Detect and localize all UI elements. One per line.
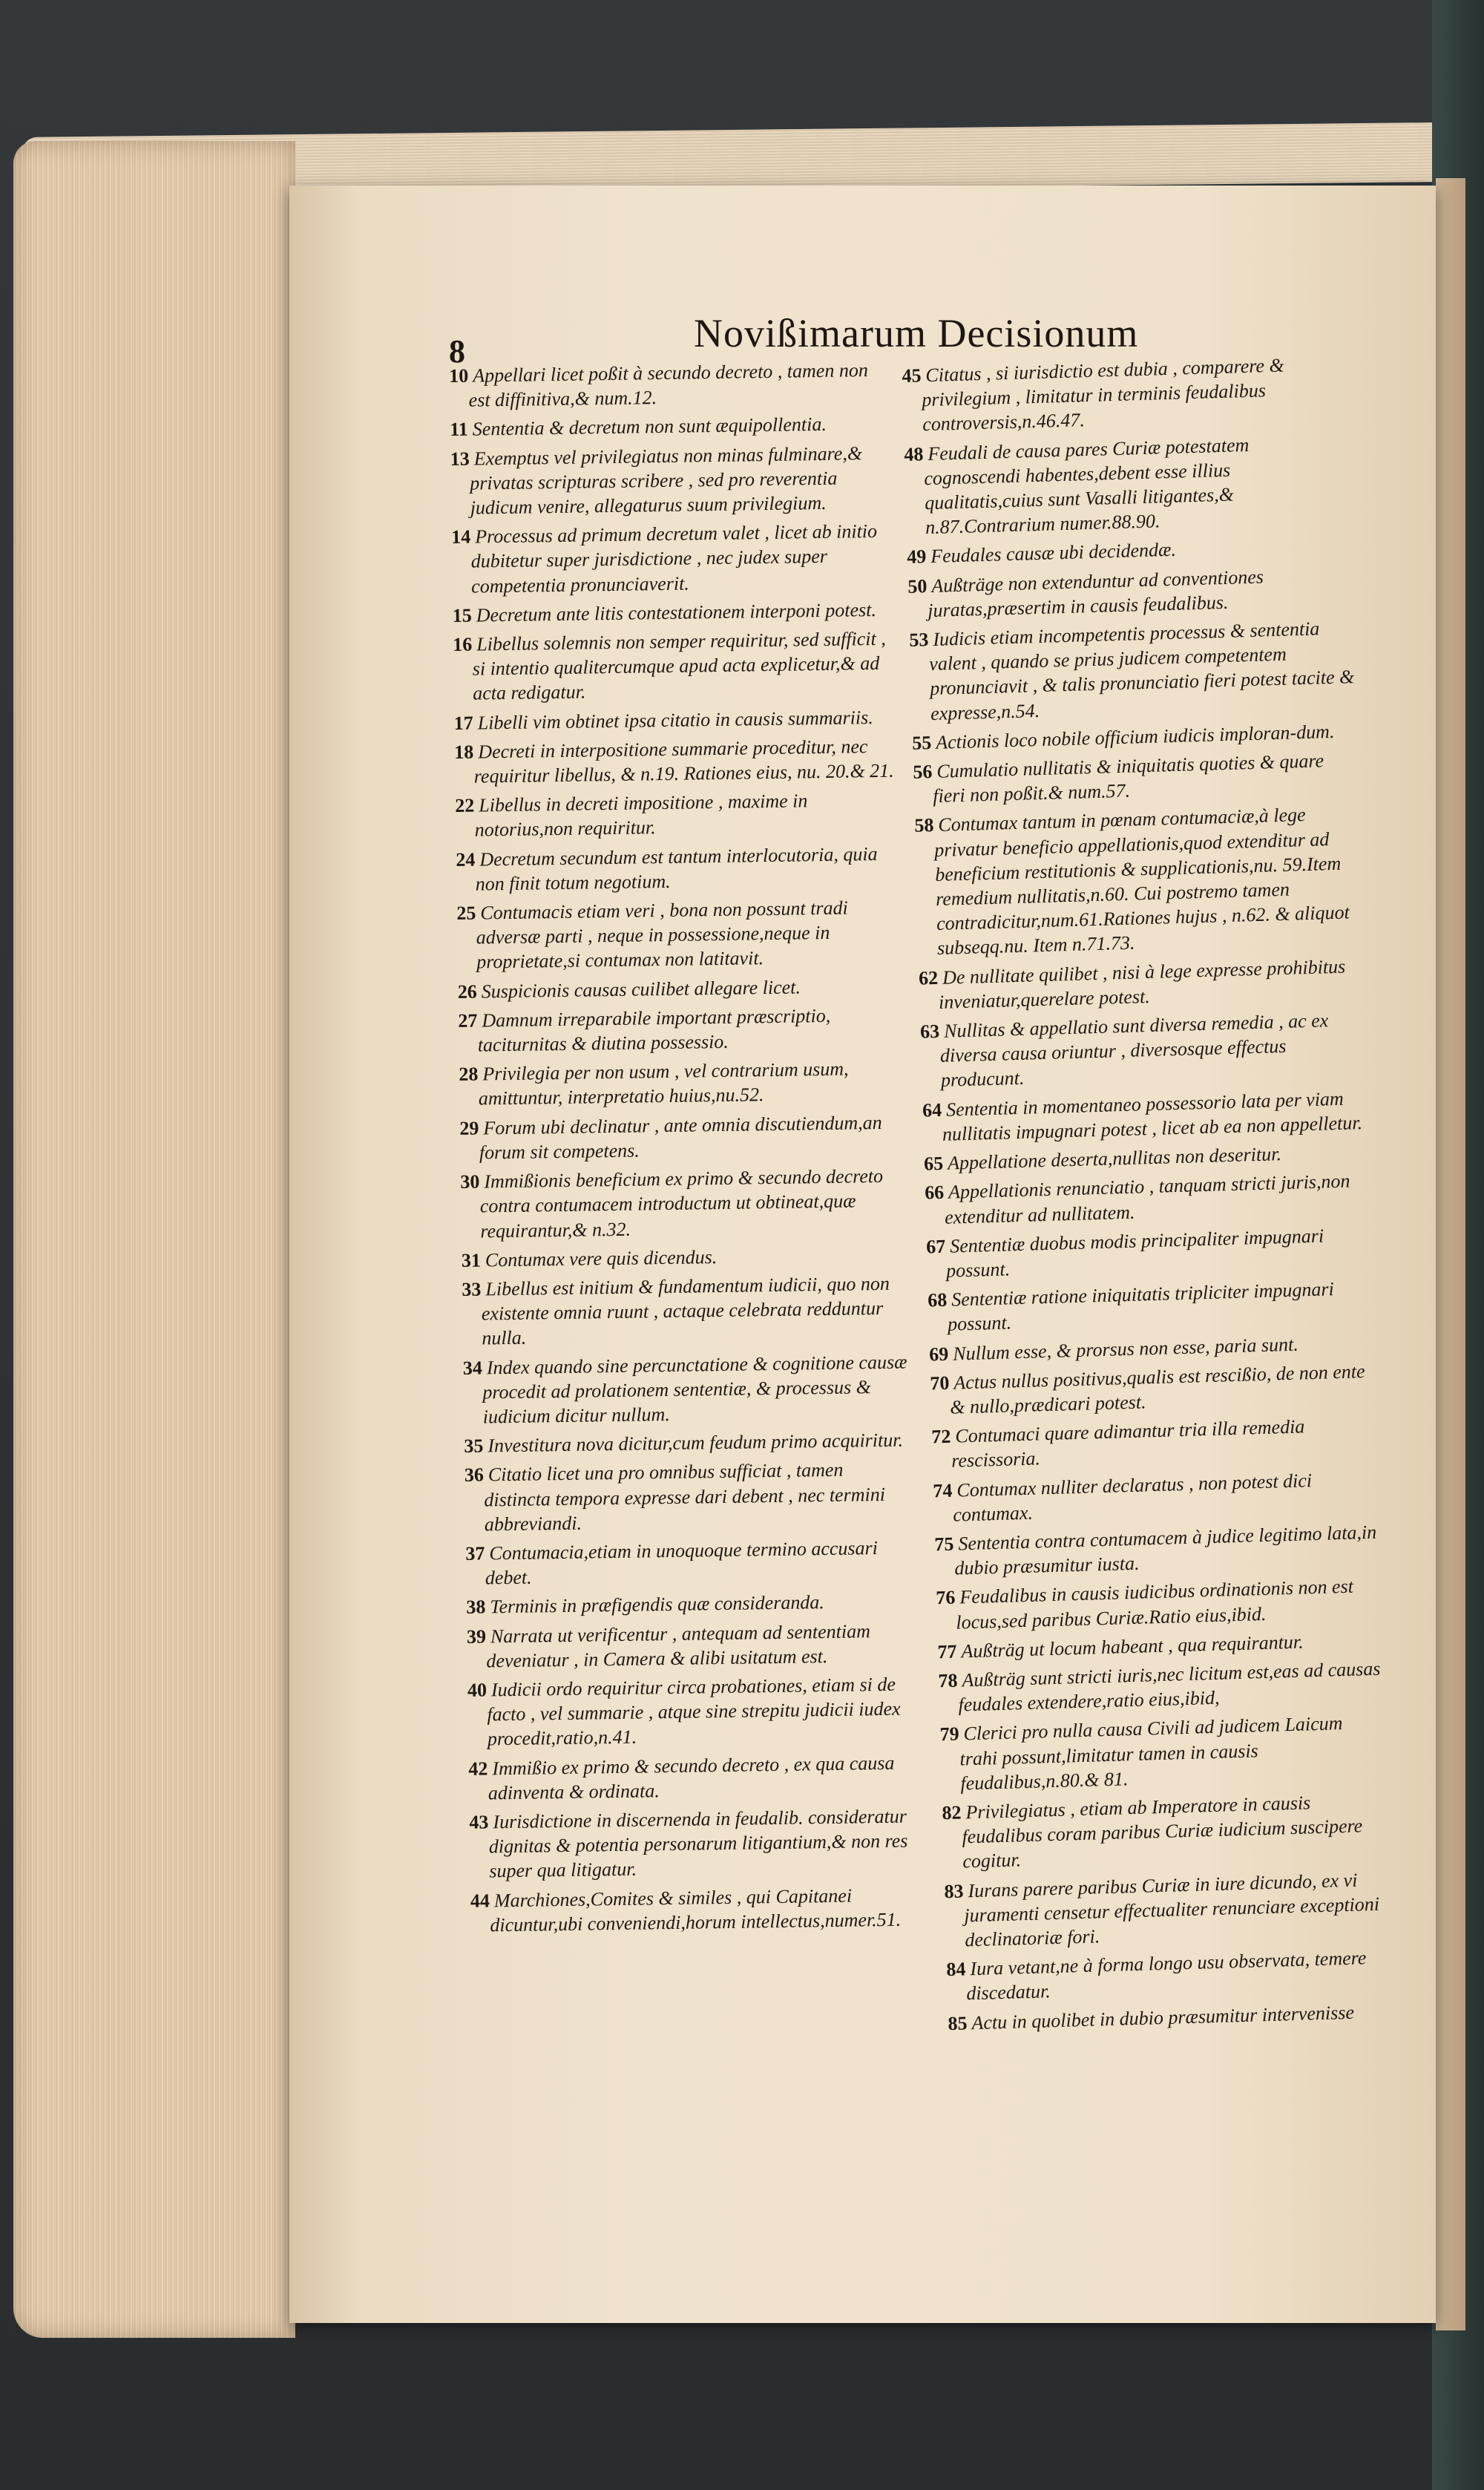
entry-number: 13 bbox=[450, 448, 470, 470]
entry-number: 56 bbox=[912, 761, 933, 783]
entry-text: Cumulatio nullitatis & iniquitatis quoties & quare fieri non poßit.& num.57. bbox=[932, 750, 1324, 807]
entry-number: 74 bbox=[933, 1479, 953, 1501]
index-entry bbox=[465, 1535, 911, 1590]
entry-text: Processus ad primum decretum valet , licet ab initio dubitetur super jurisdictione , nec judex super competentia pronunciaverit. bbox=[470, 520, 878, 597]
index-entry bbox=[454, 733, 900, 789]
index-entry bbox=[933, 1466, 1379, 1527]
entry-text: Sententiæ ratione iniquitatis tripliciter impugnari possunt. bbox=[947, 1278, 1335, 1336]
index-entry bbox=[922, 1086, 1369, 1147]
entry-number: 39 bbox=[466, 1625, 487, 1648]
entry-number: 37 bbox=[465, 1542, 485, 1565]
index-entry bbox=[458, 1002, 904, 1058]
entry-number: 17 bbox=[453, 712, 473, 734]
entry-text: Feudales causæ ubi decidendæ. bbox=[930, 539, 1177, 568]
entry-text: Sententiæ duobus modis principaliter impugnari possunt. bbox=[945, 1225, 1324, 1282]
index-entry bbox=[944, 1867, 1391, 1953]
index-column-left bbox=[449, 358, 916, 1942]
entry-text: Contumax vere quis dicendus. bbox=[485, 1245, 718, 1271]
entry-number: 82 bbox=[942, 1801, 962, 1824]
index-entry bbox=[453, 597, 898, 628]
index-entry bbox=[456, 895, 902, 975]
index-entry bbox=[469, 1803, 915, 1884]
entry-text: Libellus solemnis non semper requiritur, sed sufficit , si intentio qualitercumque apud acta explicetur,& ad acta redigatur. bbox=[472, 627, 886, 705]
entry-text: Immißio ex primo & secundo decreto , ex qua causa adinventa & ordinata. bbox=[487, 1752, 895, 1804]
index-entry bbox=[468, 1750, 914, 1806]
entry-text: Suspicionis causas cuilibet allegare licet. bbox=[481, 976, 801, 1003]
entry-text: Damnum irreparabile important præscriptio, taciturnitas & diutina possessio. bbox=[477, 1004, 831, 1056]
facing-page-edge bbox=[1436, 178, 1465, 2330]
entry-text: Feudalibus in causis iudicibus ordinationis non est locus,sed paribus Curiæ.Ratio eius,ibid. bbox=[955, 1575, 1354, 1634]
entry-text: Narrata ut verificentur , antequam ad sententiam deveniatur , in Camera & alibi usitatum est. bbox=[486, 1619, 871, 1672]
page-number: 8 bbox=[449, 333, 465, 370]
index-entry bbox=[920, 1007, 1368, 1093]
entry-text: Außträg ut locum habeant , qua requirantur. bbox=[961, 1631, 1304, 1662]
entry-number: 24 bbox=[456, 848, 476, 871]
entry-number: 14 bbox=[451, 525, 471, 548]
entry-number: 68 bbox=[927, 1288, 948, 1311]
entry-text: Sententia in momentaneo possessorio lata per viam nullitatis impugnari potest , licet ab ea non appelletur. bbox=[942, 1087, 1363, 1145]
index-entry bbox=[463, 1349, 909, 1429]
entry-number: 78 bbox=[938, 1669, 958, 1692]
index-entry bbox=[936, 1573, 1382, 1635]
index-entry bbox=[946, 1945, 1393, 2007]
entry-number: 72 bbox=[930, 1425, 951, 1448]
entry-text: Terminis in præfigendis quæ consideranda. bbox=[490, 1591, 825, 1618]
entry-number: 77 bbox=[937, 1640, 957, 1663]
index-entry bbox=[460, 1164, 906, 1244]
entry-number: 55 bbox=[911, 731, 932, 754]
entry-number: 49 bbox=[906, 545, 927, 569]
entry-number: 48 bbox=[904, 442, 924, 465]
entry-text: Appellari licet poßit à secundo decreto , tamen non est diffinitiva,& num.12. bbox=[468, 359, 869, 411]
index-entry bbox=[459, 1056, 904, 1112]
entry-number: 27 bbox=[458, 1009, 478, 1032]
entry-text: Libellus est initium & fundamentum iudicii, quo non existente omnia ruunt , actaque celebrata redduntur nulla. bbox=[481, 1272, 890, 1349]
index-entry bbox=[904, 430, 1351, 541]
index-entry bbox=[451, 519, 897, 599]
entry-text: Appellationis renunciatio , tanquam stricti juris,non extenditur ad nullitatem. bbox=[944, 1170, 1350, 1228]
entry-text: Privilegiatus , etiam ab Imperatore in causis feudalibus coram paribus Curiæ iudicium suscipere cogitur. bbox=[962, 1792, 1363, 1873]
index-column-right bbox=[902, 351, 1393, 2040]
index-entry bbox=[914, 801, 1363, 961]
entry-text: Iurans parere paribus Curiæ in iure dicundo, ex vi juramenti censetur effectualiter renunciare exceptioni declinatoriæ fori. bbox=[964, 1869, 1380, 1951]
entry-number: 38 bbox=[466, 1596, 486, 1619]
index-entry bbox=[470, 1882, 916, 1938]
entry-number: 70 bbox=[929, 1372, 950, 1395]
index-entry bbox=[931, 1412, 1378, 1474]
entry-text: Decretum ante litis contestationem interponi potest. bbox=[476, 598, 877, 626]
index-entry bbox=[909, 615, 1356, 727]
entry-number: 66 bbox=[924, 1182, 945, 1204]
entry-number: 30 bbox=[460, 1170, 480, 1193]
index-entry bbox=[462, 1242, 907, 1273]
index-entry bbox=[925, 1168, 1371, 1230]
index-entry bbox=[464, 1457, 910, 1537]
entry-number: 64 bbox=[922, 1098, 942, 1121]
entry-number: 45 bbox=[902, 364, 922, 387]
entry-number: 29 bbox=[459, 1117, 479, 1139]
entry-number: 16 bbox=[453, 633, 473, 655]
entry-text: Index quando sine percunctatione & cognitione causæ procedit ad prolationem sententiæ, & processus & iudicium dicitur nullum. bbox=[482, 1351, 907, 1428]
entry-text: Marchiones,Comites & similes , qui Capitanei dicuntur,ubi conveniendi,horum intellectus,numer.51. bbox=[490, 1884, 902, 1936]
entry-text: Citatio licet una pro omnibus sufficiat , tamen distincta tempora expresse dari debent , nec termini abbreviandi. bbox=[484, 1459, 886, 1536]
index-entry bbox=[928, 1276, 1374, 1337]
index-entry bbox=[458, 973, 903, 1004]
index-entry bbox=[449, 358, 895, 413]
entry-number: 10 bbox=[449, 364, 469, 387]
entry-number: 34 bbox=[462, 1357, 483, 1379]
entry-text: Decretum secundum est tantum interlocutoria, quia non finit totum negotium. bbox=[475, 842, 878, 895]
entry-number: 69 bbox=[928, 1343, 949, 1365]
entry-text: Libelli vim obtinet ipsa citatio in causis summariis. bbox=[477, 706, 873, 734]
running-title: Novißimarum Decisionum bbox=[694, 311, 1139, 356]
entry-number: 84 bbox=[946, 1958, 966, 1981]
index-entry bbox=[942, 1788, 1389, 1874]
index-entry bbox=[450, 440, 896, 520]
entry-text: Libellus in decreti impositione , maxime in notorius,non requiritur. bbox=[474, 790, 808, 842]
book-fore-edge-pages bbox=[13, 141, 295, 2338]
entry-number: 11 bbox=[450, 419, 469, 441]
index-entry bbox=[930, 1358, 1376, 1420]
entry-text: Immißionis beneficium ex primo & secundo decreto contra contumacem introductum ut obtineat,quæ requirantur,& n.32. bbox=[479, 1165, 884, 1242]
entry-number: 85 bbox=[948, 2012, 968, 2034]
entry-text: Exemptus vel privilegiatus non minas fulminare,& privatas scripturas scribere , sed pro reverentia judicum venire, allegaturus suum privilegium. bbox=[470, 442, 863, 519]
entry-text: Clerici pro nulla causa Civili ad judicem Laicum trahi possunt,limitatur tamen in causis feudalibus,n.80.& 81. bbox=[959, 1712, 1343, 1795]
entry-text: Sententia & decretum non sunt æquipollentia. bbox=[472, 413, 827, 440]
index-entry bbox=[907, 562, 1354, 623]
entry-number: 75 bbox=[934, 1533, 954, 1556]
entry-number: 18 bbox=[454, 741, 474, 763]
index-entry bbox=[464, 1428, 909, 1459]
entry-number: 83 bbox=[944, 1880, 964, 1902]
index-entry bbox=[456, 841, 902, 897]
entry-text: Privilegia per non usum , vel contrarium usum, amittuntur, interpretatio huius,nu.52. bbox=[478, 1058, 849, 1110]
index-entry bbox=[926, 1222, 1373, 1283]
index-entry bbox=[467, 1618, 913, 1674]
entry-text: Außträg sunt stricti iuris,nec licitum est,eas ad causas feudales extendere,ratio eius,ibid, bbox=[958, 1657, 1381, 1716]
entry-number: 76 bbox=[936, 1586, 956, 1609]
index-entry bbox=[454, 704, 899, 735]
entry-text: De nullitate quilibet , nisi à lege expresse prohibitus inveniatur,querelare potest. bbox=[938, 955, 1346, 1013]
entry-number: 26 bbox=[457, 980, 478, 1003]
index-entry bbox=[934, 1520, 1381, 1582]
entry-text: Nullum esse, & prorsus non esse, paria sunt. bbox=[952, 1333, 1299, 1365]
entry-text: Außträge non extenduntur ad conventiones juratas,præsertim in causis feudalibus. bbox=[927, 566, 1264, 621]
entry-text: Forum ubi declinatur , ante omnia discutiendum,an forum sit competens. bbox=[479, 1111, 882, 1164]
entry-number: 15 bbox=[452, 604, 472, 626]
index-entry bbox=[455, 787, 901, 843]
index-entry bbox=[913, 747, 1359, 809]
index-entry bbox=[466, 1589, 911, 1620]
entry-text: Contumaci quare adimantur tria illa remedia rescissoria. bbox=[951, 1415, 1305, 1472]
index-entry bbox=[462, 1271, 907, 1351]
entry-number: 65 bbox=[923, 1152, 944, 1175]
entry-number: 28 bbox=[459, 1063, 479, 1086]
entry-text: Contumacia,etiam in unoquoque termino accusari debet. bbox=[485, 1537, 879, 1589]
entry-text: Decreti in interpositione summarie proceditur, nec requiritur libellus, & n.19. Rationes eius, nu. 20.& 21. bbox=[473, 735, 894, 787]
entry-number: 67 bbox=[925, 1235, 946, 1258]
entry-number: 50 bbox=[907, 574, 928, 597]
index-entry bbox=[939, 1710, 1387, 1796]
entry-number: 44 bbox=[470, 1890, 490, 1912]
entry-number: 25 bbox=[456, 902, 476, 924]
index-entry bbox=[902, 351, 1349, 437]
index-entry bbox=[459, 1110, 905, 1165]
entry-text: Actus nullus positivus,qualis est rescißio, de non ente & nullo,prædicari potest. bbox=[949, 1360, 1365, 1418]
entry-text: Iura vetant,ne à forma longo usu observata, temere discedatur. bbox=[965, 1947, 1367, 2005]
entry-number: 53 bbox=[908, 629, 929, 651]
entry-text: Iurisdictione in discernenda in feudalib. consideratur dignitas & potentia personarum litigantium,& non res super qua litigatur. bbox=[488, 1805, 908, 1882]
entry-number: 42 bbox=[468, 1757, 488, 1780]
index-entry bbox=[467, 1671, 913, 1752]
entry-number: 40 bbox=[467, 1679, 487, 1701]
entry-number: 35 bbox=[464, 1435, 484, 1457]
entry-text: Feudali de causa pares Curiæ potestatem cognoscendi habentes,debent esse illius qualitatis,cuius sunt Vasalli litigantes,& n.87.Contrarium numer.88.90. bbox=[923, 433, 1250, 539]
entry-number: 31 bbox=[461, 1249, 482, 1271]
entry-number: 43 bbox=[469, 1811, 489, 1833]
entry-number: 22 bbox=[455, 794, 475, 817]
entry-text: Contumacis etiam veri , bona non possunt tradi adversæ parti , neque in possessione,neque in proprietate,si contumax non latitavit. bbox=[476, 897, 848, 974]
entry-text: Appellatione deserta,nullitas non deseritur. bbox=[947, 1143, 1282, 1174]
entry-text: Citatus , si iurisdictio est dubia , comparere & privilegium , limitatur in terminis feudalibus controversis,n.46.47. bbox=[921, 354, 1285, 436]
index-entry bbox=[450, 411, 895, 442]
entry-number: 79 bbox=[939, 1723, 959, 1746]
entry-number: 33 bbox=[462, 1278, 482, 1300]
entry-text: Investitura nova dicitur,cum feudum primo acquiritur. bbox=[487, 1429, 904, 1457]
entry-text: Actu in quolibet in dubio præsumitur intervenisse bbox=[971, 2001, 1355, 2034]
index-entry bbox=[919, 954, 1365, 1015]
entry-number: 58 bbox=[913, 814, 934, 837]
entry-text: Actionis loco nobile officium iudicis imploran-dum. bbox=[935, 720, 1335, 753]
index-entry bbox=[938, 1657, 1385, 1718]
entry-text: Iudicii ordo requiritur circa probationes, etiam si de facto , vel summarie , atque sine strepitu judicii iudex procedit,ratio,n.41. bbox=[487, 1673, 901, 1750]
entry-text: Nullitas & appellatio sunt diversa remedia , ac ex diversa causa oriuntur , diversosque effectus producunt. bbox=[939, 1009, 1329, 1092]
entry-number: 62 bbox=[918, 966, 939, 989]
entry-text: Contumax nulliter declaratus , non potest dici contumax. bbox=[952, 1469, 1313, 1526]
entry-text: Sententia contra contumacem à judice legitimo lata,in dubio præsumitur iusta. bbox=[953, 1521, 1377, 1579]
index-entry bbox=[453, 626, 899, 707]
entry-text: Contumax tantum in pœnam contumaciæ,à lege privatur beneficio appellationis,quod extenditur ad beneficium restitutionis & supplicationis,nu. 59.Item remedium nullitatis,n.60. Cui postremo tamen contradicitur,num.61.Rationes hujus , n.62. & aliquot subseqq.nu. Item n.71.73. bbox=[933, 804, 1350, 960]
entry-text: Iudicis etiam incompetentis processus & sententia valent , quando se prius judicem competentem pronunciavit , & talis pronunciatio fieri potest tacite & expresse,n.54. bbox=[928, 617, 1355, 724]
entry-number: 36 bbox=[464, 1464, 485, 1487]
entry-number: 63 bbox=[919, 1020, 940, 1043]
